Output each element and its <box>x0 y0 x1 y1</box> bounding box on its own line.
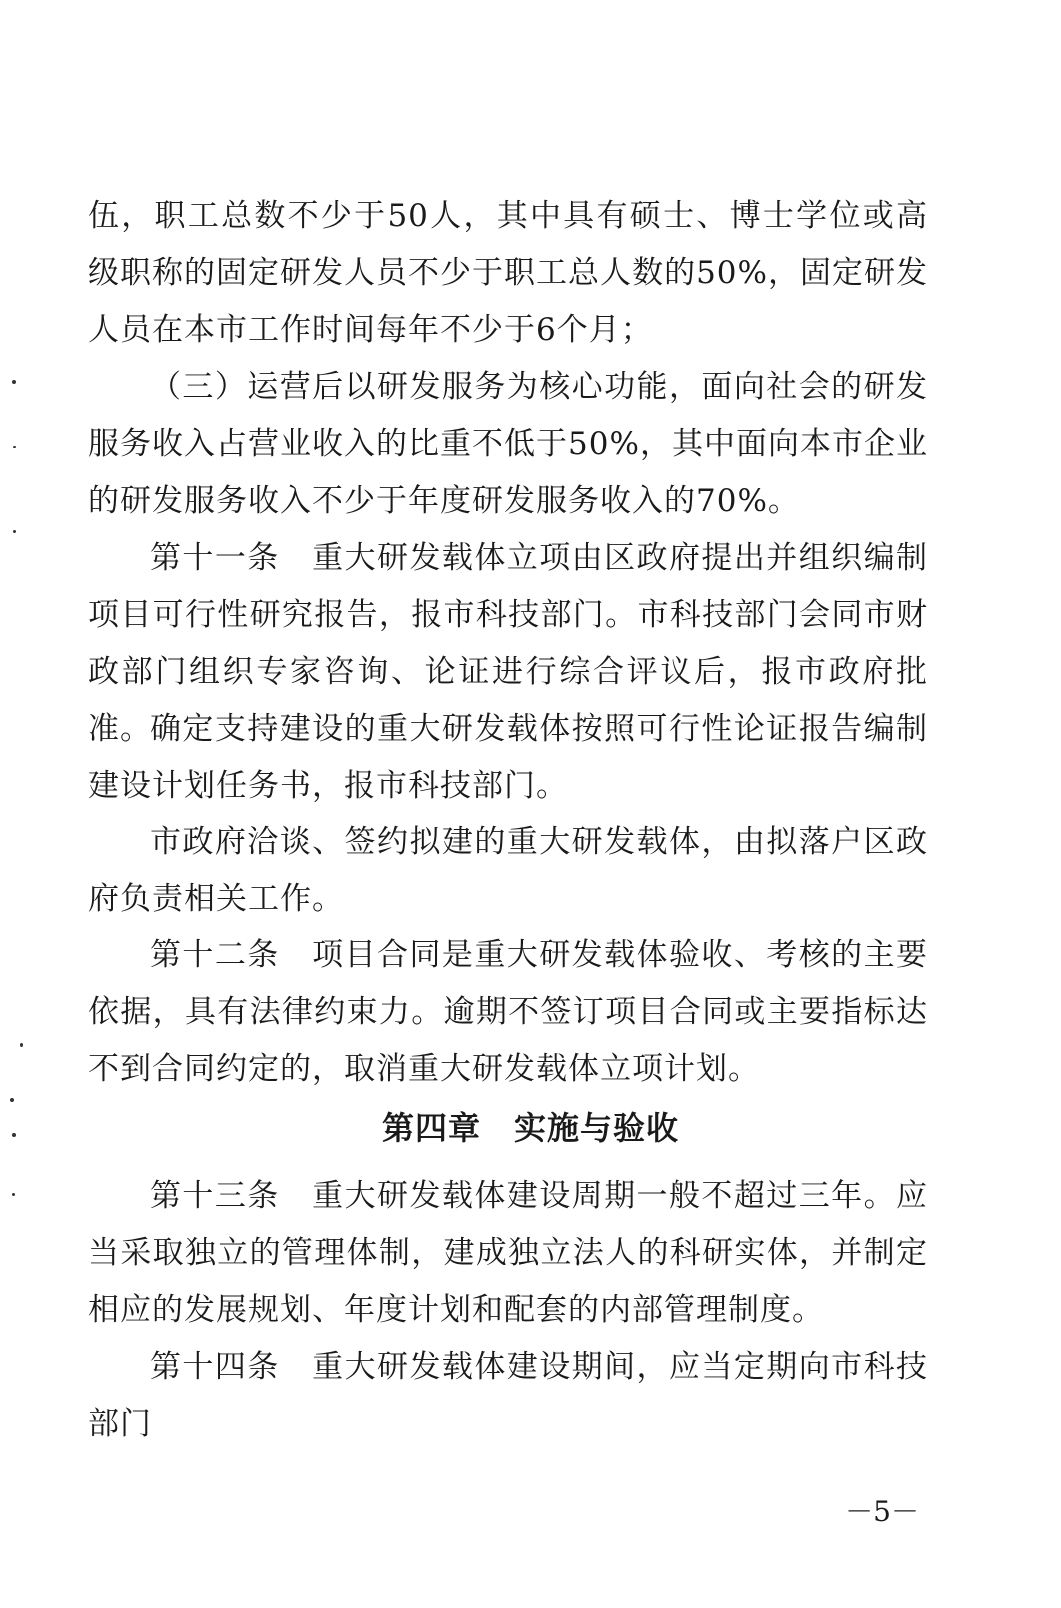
paragraph-continuation: 伍，职工总数不少于50人，其中具有硕士、博士学位或高级职称的固定研发人员不少于职工总人数的50%，固定研发人员在本市工作时间每年不少于6个月； <box>88 198 928 348</box>
paragraph-municipal-negotiation: 市政府洽谈、签约拟建的重大研发载体，由拟落户区政府负责相关工作。 <box>88 824 928 917</box>
scan-speck <box>12 1193 15 1196</box>
paragraph-article-12: 第十二条 项目合同是重大研发载体验收、考核的主要依据，具有法律约束力。逾期不签订项目合同或主要指标达不到合同约定的，取消重大研发载体立项计划。 <box>88 937 928 1087</box>
paragraph-task-book: 确定支持建设的重大研发载体按照可行性论证报告编制建设计划任务书，报市科技部门。 <box>88 711 928 804</box>
scan-speck <box>12 380 16 384</box>
paragraph-article-14: 第十四条 重大研发载体建设期间，应当定期向市科技部门 <box>88 1349 928 1442</box>
paragraph-article-13: 第十三条 重大研发载体建设周期一般不超过三年。应当采取独立的管理体制，建成独立法人的科研实体，并制定相应的发展规划、年度计划和配套的内部管理制度。 <box>88 1178 928 1328</box>
paragraph-article-11: 第十一条 重大研发载体立项由区政府提出并组织编制项目可行性研究报告，报市科技部门。市科技部门会同市财政部门组织专家咨询、论证进行综合评议后，报市政府批准。 <box>88 540 928 747</box>
scan-speck <box>13 446 16 448</box>
scan-speck <box>20 1043 23 1047</box>
page-number: －5－ <box>845 1495 919 1528</box>
scan-speck <box>13 530 16 533</box>
chapter-heading: 第四章 实施与验收 <box>381 1109 679 1147</box>
scan-speck <box>10 1098 14 1102</box>
scan-speck <box>12 1133 16 1137</box>
paragraph-item-three: （三）运营后以研发服务为核心功能，面向社会的研发服务收入占营业收入的比重不低于50%，其中面向本市企业的研发服务收入不少于年度研发服务收入的70%。 <box>88 369 928 519</box>
